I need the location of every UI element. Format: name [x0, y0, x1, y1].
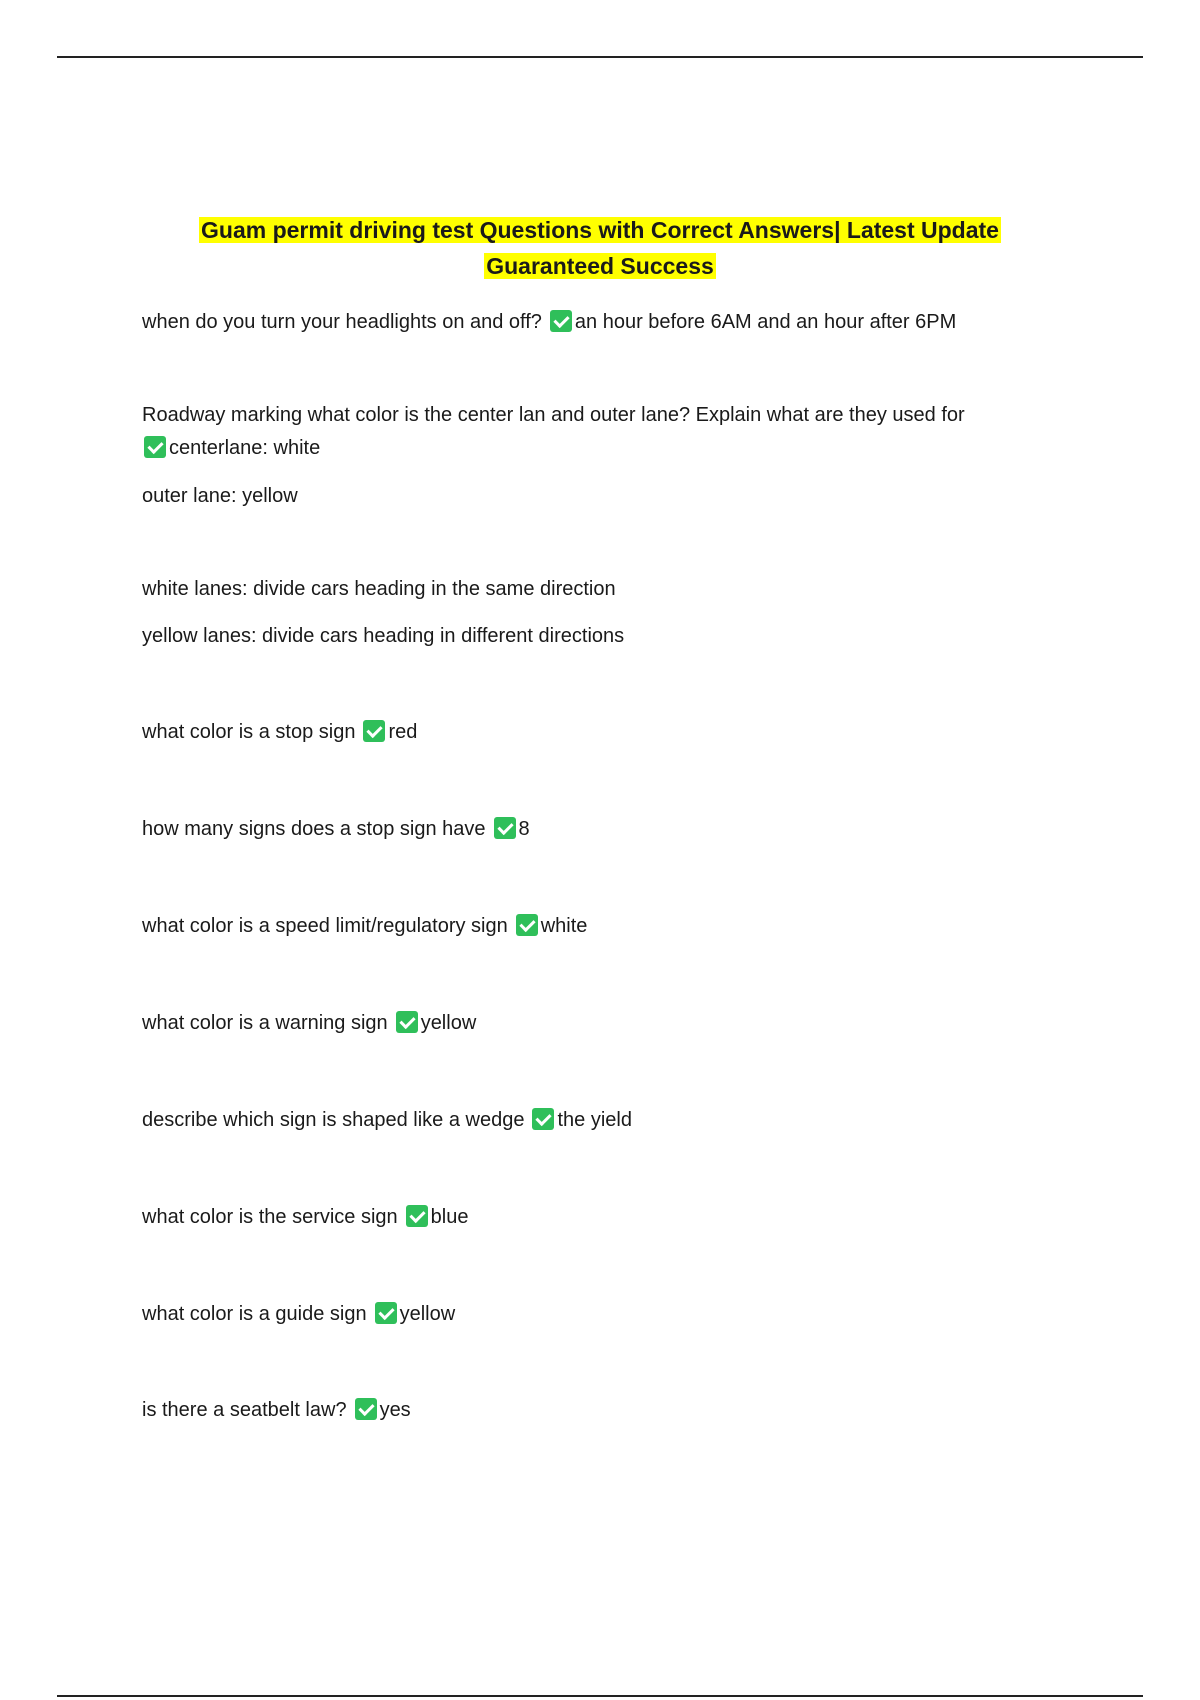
answer-text: white	[540, 915, 588, 937]
green-checkmark-icon	[532, 1108, 554, 1130]
answer-extra-line: yellow lanes: divide cars heading in different directions	[142, 625, 625, 647]
green-checkmark-icon	[494, 817, 516, 839]
question-text: what color is a stop sign	[142, 721, 356, 743]
answer-extra-line: white lanes: divide cars heading in the same direction	[142, 578, 616, 600]
question-text: what color is a guide sign	[142, 1303, 367, 1325]
answer-extra-line: outer lane: yellow	[142, 485, 298, 507]
question-text: Roadway marking what color is the center lan and outer lane? Explain what are they used for	[142, 404, 965, 426]
answer-text: 8	[518, 818, 530, 840]
qa-item	[142, 1396, 411, 1424]
answer-text: yes	[379, 1399, 411, 1421]
answer-text: an hour before 6AM and an hour after 6PM	[574, 311, 957, 333]
qa-item	[142, 1203, 468, 1231]
answer-text: blue	[430, 1206, 469, 1228]
title-line-2: Guaranteed Success	[486, 253, 714, 279]
qa-item	[142, 1106, 632, 1134]
green-checkmark-icon	[396, 1011, 418, 1033]
top-rule	[57, 56, 1143, 58]
answer-text: yellow	[399, 1303, 456, 1325]
question-text: describe which sign is shaped like a wedge	[142, 1109, 525, 1131]
green-checkmark-icon	[144, 436, 166, 458]
green-checkmark-icon	[375, 1302, 397, 1324]
question-text: is there a seatbelt law?	[142, 1399, 347, 1421]
answer-text: red	[388, 721, 418, 743]
qa-item	[142, 815, 530, 843]
bottom-rule	[57, 1695, 1143, 1697]
green-checkmark-icon	[406, 1205, 428, 1227]
qa-item	[142, 308, 956, 336]
qa-item	[142, 912, 587, 940]
green-checkmark-icon	[550, 310, 572, 332]
answer-text: centerlane: white	[169, 437, 321, 459]
question-text: what color is a speed limit/regulatory sign	[142, 915, 508, 937]
question-text: how many signs does a stop sign have	[142, 818, 486, 840]
green-checkmark-icon	[355, 1398, 377, 1420]
question-text: what color is the service sign	[142, 1206, 398, 1228]
answer-text: yellow	[420, 1012, 477, 1034]
green-checkmark-icon	[516, 914, 538, 936]
qa-item	[142, 1300, 455, 1328]
qa-item	[142, 1009, 476, 1037]
qa-item-question	[142, 401, 965, 429]
qa-item	[142, 718, 417, 746]
question-text: what color is a warning sign	[142, 1012, 388, 1034]
green-checkmark-icon	[363, 720, 385, 742]
answer-text: the yield	[557, 1109, 632, 1131]
question-text: when do you turn your headlights on and off?	[142, 311, 542, 333]
document-title	[140, 212, 1060, 284]
title-line-1: Guam permit driving test Questions with Correct Answers| Latest Update	[201, 217, 999, 243]
qa-item-answer	[142, 434, 320, 462]
